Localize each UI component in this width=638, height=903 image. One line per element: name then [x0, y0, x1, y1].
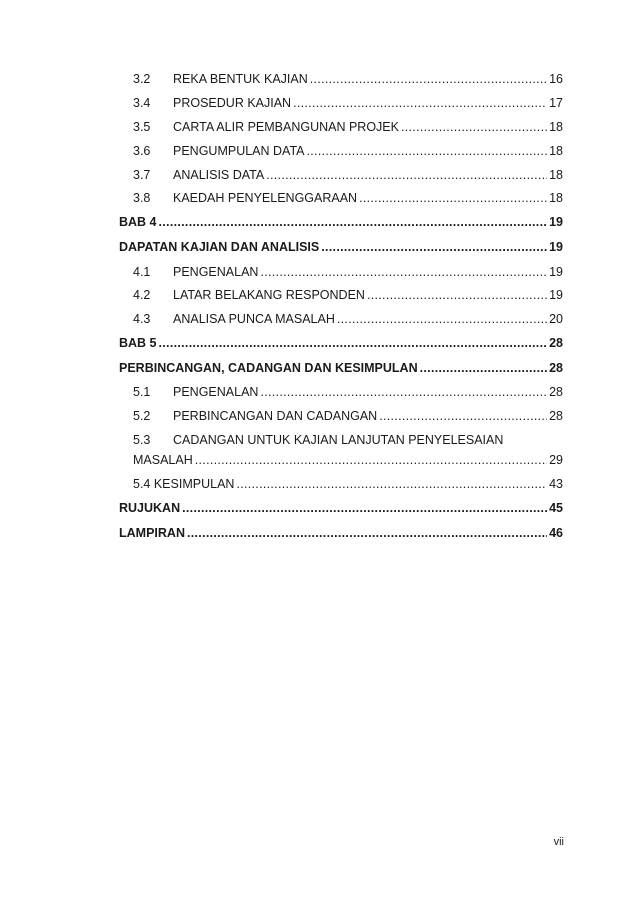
leader-dots — [195, 452, 547, 468]
toc-entry-3-6[interactable] — [119, 143, 563, 159]
toc-entry-title: CARTA ALIR PEMBANGUNAN PROJEK — [173, 119, 399, 134]
leader-dots — [182, 500, 547, 516]
leader-dots — [420, 360, 547, 376]
leader-dots — [266, 167, 547, 183]
toc-chapter-rujukan[interactable] — [119, 500, 563, 516]
toc-entry-4-1[interactable] — [119, 264, 563, 280]
toc-entry-5-3[interactable] — [119, 432, 563, 468]
toc-entry-5-4[interactable] — [119, 476, 563, 492]
leader-dots — [293, 95, 547, 111]
toc-entry-page: 28 — [549, 409, 563, 424]
page-number: vii — [553, 836, 564, 848]
toc-chapter-page: 28 — [549, 360, 563, 375]
toc-chapter-bab-4[interactable] — [119, 214, 563, 230]
toc-chapter-title: DAPATAN KAJIAN DAN ANALISIS — [119, 239, 320, 254]
toc-chapter-bab-5[interactable] — [119, 335, 563, 351]
toc-chapter-page: 19 — [549, 215, 563, 230]
toc-entry-title: ANALISIS DATA — [173, 167, 265, 182]
leader-dots — [260, 264, 547, 280]
toc-entry-page: 18 — [549, 167, 563, 182]
toc-entry-3-8[interactable] — [119, 190, 563, 206]
toc-entry-page: 18 — [549, 191, 563, 206]
toc-entry-4-3[interactable] — [119, 311, 563, 327]
leader-dots — [337, 311, 547, 327]
toc-entry-page: 19 — [549, 288, 563, 303]
toc-entry-number: 5.3 — [133, 433, 151, 448]
toc-entry-3-5[interactable] — [119, 119, 563, 135]
toc-entry-title: CADANGAN UNTUK KAJIAN LANJUTAN PENYELESAIAN — [173, 433, 504, 448]
leader-dots — [260, 384, 547, 400]
toc-chapter-title: LAMPIRAN — [119, 525, 185, 540]
leader-dots — [401, 119, 547, 135]
leader-dots — [236, 476, 547, 492]
toc-entry-5-1[interactable] — [119, 384, 563, 400]
toc-entry-page: 43 — [549, 477, 563, 492]
toc-entry-page: 29 — [549, 453, 563, 468]
leader-dots — [310, 71, 547, 87]
toc-entry-page: 17 — [549, 95, 563, 110]
toc-entry-title: PENGUMPULAN DATA — [173, 143, 305, 158]
toc-entry-page: 28 — [549, 385, 563, 400]
toc-chapter-heading-5[interactable] — [119, 360, 563, 376]
leader-dots — [159, 335, 548, 351]
toc-chapter-title: RUJUKAN — [119, 500, 181, 515]
leader-dots — [307, 143, 548, 159]
toc-entry-title: PERBINCANGAN DAN CADANGAN — [173, 409, 378, 424]
toc-entry-number: 3.2 — [133, 72, 151, 86]
toc-entry-3-4[interactable] — [119, 95, 563, 111]
toc-chapter-title: BAB 5 — [119, 336, 157, 351]
toc-entry-title: PENGENALAN — [173, 264, 259, 279]
leader-dots — [367, 287, 547, 303]
toc-entry-page: 18 — [549, 143, 563, 158]
toc-entry-title: 5.4 KESIMPULAN — [133, 477, 235, 492]
toc-chapter-page: 46 — [549, 525, 563, 540]
toc-entry-page: 16 — [549, 72, 563, 86]
toc-entry-title-continued: MASALAH — [133, 453, 193, 468]
toc-entry-number: 3.5 — [133, 119, 151, 134]
toc-chapter-lampiran[interactable] — [119, 525, 563, 541]
toc-entry-page: 18 — [549, 119, 563, 134]
table-of-contents — [119, 71, 563, 549]
toc-entry-3-7[interactable] — [119, 167, 563, 183]
toc-chapter-page: 19 — [549, 239, 563, 254]
toc-chapter-title: BAB 4 — [119, 215, 157, 230]
leader-dots — [321, 239, 547, 255]
toc-entry-number: 3.6 — [133, 143, 151, 158]
toc-entry-title: ANALISA PUNCA MASALAH — [173, 312, 335, 327]
toc-entry-4-2[interactable] — [119, 287, 563, 303]
toc-entry-number: 4.1 — [133, 264, 151, 279]
toc-entry-number: 5.2 — [133, 409, 151, 424]
toc-chapter-page: 28 — [549, 336, 563, 351]
toc-entry-title: PROSEDUR KAJIAN — [173, 95, 292, 110]
toc-entry-number: 4.3 — [133, 312, 151, 327]
toc-entry-number: 3.7 — [133, 167, 151, 182]
leader-dots — [379, 408, 547, 424]
toc-entry-3-2[interactable] — [119, 71, 563, 87]
toc-entry-title: REKA BENTUK KAJIAN — [173, 72, 308, 86]
toc-entry-number: 3.8 — [133, 191, 151, 206]
toc-entry-title: KAEDAH PENYELENGGARAAN — [173, 191, 358, 206]
toc-entry-number: 4.2 — [133, 288, 151, 303]
toc-entry-title: LATAR BELAKANG RESPONDEN — [173, 288, 365, 303]
toc-entry-5-2[interactable] — [119, 408, 563, 424]
toc-chapter-page: 45 — [549, 500, 563, 515]
leader-dots — [359, 190, 547, 206]
leader-dots — [159, 214, 548, 230]
toc-chapter-title: PERBINCANGAN, CADANGAN DAN KESIMPULAN — [119, 360, 418, 375]
toc-entry-number: 3.4 — [133, 95, 151, 110]
toc-entry-number: 5.1 — [133, 385, 151, 400]
toc-entry-title: PENGENALAN — [173, 385, 259, 400]
leader-dots — [187, 525, 547, 541]
toc-entry-page: 20 — [549, 312, 563, 327]
toc-chapter-heading-4[interactable] — [119, 239, 563, 255]
toc-entry-page: 19 — [549, 264, 563, 279]
